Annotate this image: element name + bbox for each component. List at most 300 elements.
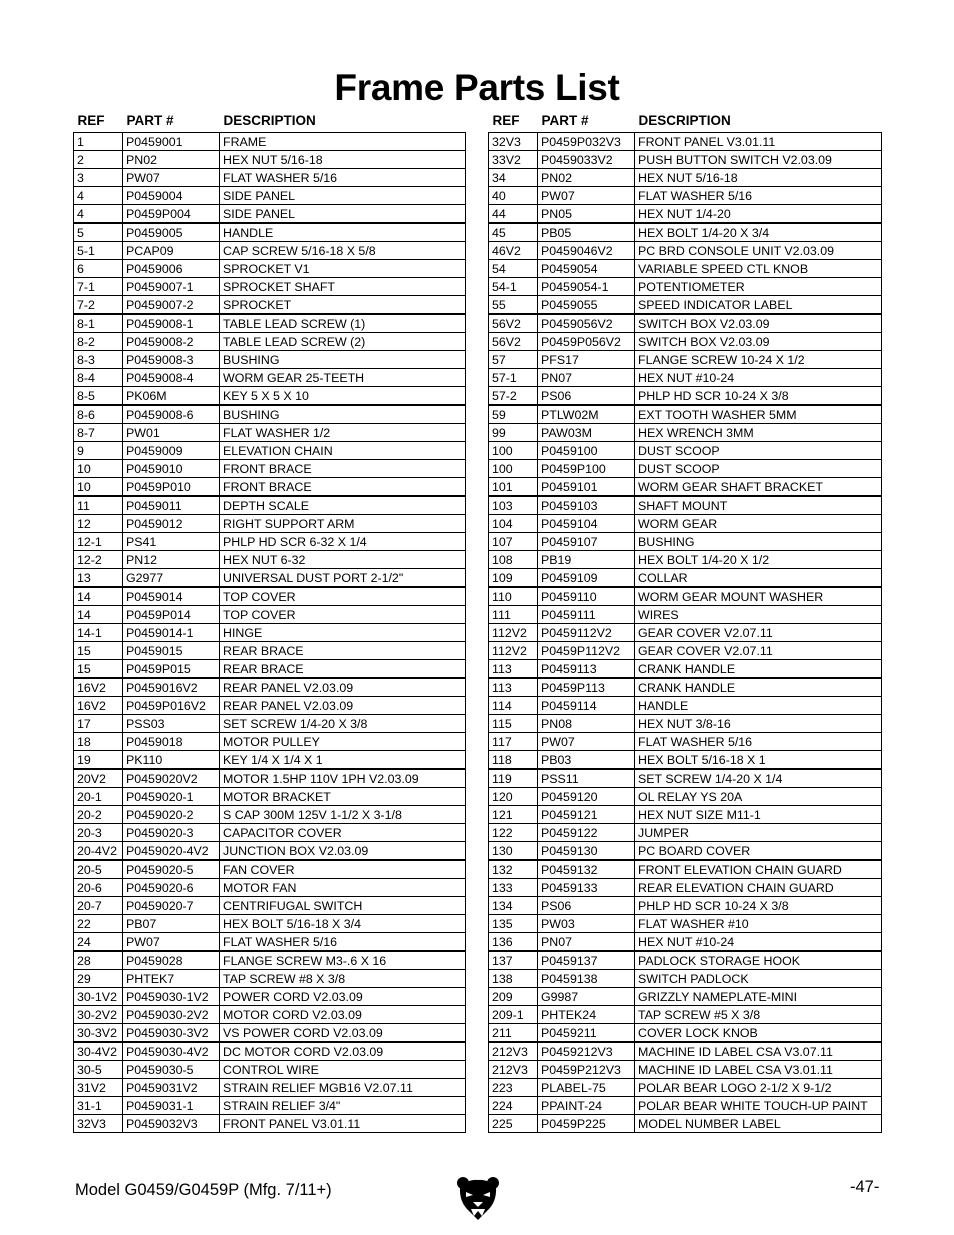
ref-cell: 44: [489, 205, 538, 224]
ref-cell: 212V3: [489, 1042, 538, 1061]
ref-cell: 31V2: [74, 1079, 123, 1097]
description-cell: POWER CORD V2.03.09: [220, 988, 466, 1006]
description-cell: UNIVERSAL DUST PORT 2-1/2": [220, 569, 466, 588]
description-cell: REAR ELEVATION CHAIN GUARD: [635, 879, 882, 897]
part-number-cell: PW03: [538, 915, 635, 933]
ref-cell: 132: [489, 860, 538, 879]
table-row: [489, 1097, 882, 1115]
table-row: [74, 606, 466, 624]
footer-model-text: Model G0459/G0459P (Mfg. 7/11+): [75, 1181, 332, 1199]
part-number-cell: P0459P014: [123, 606, 220, 624]
ref-cell: 14-1: [74, 624, 123, 642]
ref-cell: 117: [489, 733, 538, 751]
table-row: [489, 642, 882, 660]
description-cell: SPEED INDICATOR LABEL: [635, 296, 882, 315]
description-cell: CONTROL WIRE: [220, 1061, 466, 1079]
table-row: [489, 442, 882, 460]
part-number-cell: P0459122: [538, 824, 635, 842]
ref-cell: 32V3: [489, 133, 538, 151]
ref-cell: 224: [489, 1097, 538, 1115]
ref-cell: 56V2: [489, 333, 538, 351]
table-row: [74, 970, 466, 988]
table-row: [74, 151, 466, 169]
description-cell: FRONT ELEVATION CHAIN GUARD: [635, 860, 882, 879]
table-row: [74, 405, 466, 424]
part-number-cell: P0459007-2: [123, 296, 220, 315]
description-cell: PC BOARD COVER: [635, 842, 882, 861]
table-row: [489, 860, 882, 879]
ref-cell: 120: [489, 788, 538, 806]
table-row: [74, 733, 466, 751]
table-row: [74, 223, 466, 242]
description-cell: FAN COVER: [220, 860, 466, 879]
table-row: [74, 260, 466, 278]
description-cell: GEAR COVER V2.07.11: [635, 624, 882, 642]
part-number-cell: P0459P015: [123, 660, 220, 679]
part-number-cell: P0459020V2: [123, 769, 220, 788]
part-number-cell: P0459001: [123, 133, 220, 151]
description-cell: FLANGE SCREW 10-24 X 1/2: [635, 351, 882, 369]
ref-cell: 55: [489, 296, 538, 315]
ref-cell: 15: [74, 660, 123, 679]
description-cell: BUSHING: [635, 533, 882, 551]
table-row: [489, 1024, 882, 1043]
ref-cell: 45: [489, 223, 538, 242]
table-row: [74, 205, 466, 224]
description-cell: MOTOR 1.5HP 110V 1PH V2.03.09: [220, 769, 466, 788]
description-cell: MOTOR CORD V2.03.09: [220, 1006, 466, 1024]
ref-cell: 11: [74, 496, 123, 515]
part-number-cell: PN12: [123, 551, 220, 569]
page-number: -47-: [850, 1178, 880, 1196]
part-number-cell: P0459020-7: [123, 897, 220, 915]
ref-cell: 40: [489, 187, 538, 205]
part-number-cell: PFS17: [538, 351, 635, 369]
part-number-cell: P0459114: [538, 697, 635, 715]
description-cell: HEX NUT 5/16-18: [635, 169, 882, 187]
description-cell: HEX NUT 3/8-16: [635, 715, 882, 733]
ref-cell: 114: [489, 697, 538, 715]
table-row: [74, 624, 466, 642]
ref-cell: 8-4: [74, 369, 123, 387]
table-row: [489, 424, 882, 442]
table-row: [489, 733, 882, 751]
ref-cell: 136: [489, 933, 538, 952]
part-number-cell: P0459212V3: [538, 1042, 635, 1061]
ref-cell: 223: [489, 1079, 538, 1097]
part-number-cell: P0459009: [123, 442, 220, 460]
ref-cell: 101: [489, 478, 538, 497]
table-row: [74, 387, 466, 406]
part-number-cell: P0459P112V2: [538, 642, 635, 660]
description-cell: HEX NUT 5/16-18: [220, 151, 466, 169]
description-cell: TAP SCREW #5 X 3/8: [635, 1006, 882, 1024]
table-row: [489, 151, 882, 169]
table-row: [489, 515, 882, 533]
description-cell: CENTRIFUGAL SWITCH: [220, 897, 466, 915]
part-number-cell: P0459030-5: [123, 1061, 220, 1079]
ref-cell: 34: [489, 169, 538, 187]
table-row: [74, 169, 466, 187]
table-row: [489, 606, 882, 624]
ref-cell: 28: [74, 951, 123, 970]
table-row: [74, 897, 466, 915]
part-number-cell: P0459014: [123, 587, 220, 606]
part-number-cell: P0459211: [538, 1024, 635, 1043]
ref-cell: 113: [489, 660, 538, 679]
ref-cell: 8-2: [74, 333, 123, 351]
part-number-cell: PW07: [538, 733, 635, 751]
part-number-cell: P0459P113: [538, 678, 635, 697]
description-cell: SPROCKET SHAFT: [220, 278, 466, 296]
part-number-cell: P0459008-1: [123, 314, 220, 333]
ref-cell: 107: [489, 533, 538, 551]
description-cell: WORM GEAR 25-TEETH: [220, 369, 466, 387]
description-cell: JUNCTION BOX V2.03.09: [220, 842, 466, 861]
table-header-row: [74, 110, 466, 133]
part-number-cell: PS41: [123, 533, 220, 551]
ref-cell: 13: [74, 569, 123, 588]
ref-cell: 212V3: [489, 1061, 538, 1079]
description-cell: MACHINE ID LABEL CSA V3.01.11: [635, 1061, 882, 1079]
table-row: [489, 678, 882, 697]
description-cell: MACHINE ID LABEL CSA V3.07.11: [635, 1042, 882, 1061]
part-number-cell: P0459P056V2: [538, 333, 635, 351]
ref-cell: 110: [489, 587, 538, 606]
description-cell: DC MOTOR CORD V2.03.09: [220, 1042, 466, 1061]
part-number-cell: PSS03: [123, 715, 220, 733]
part-number-cell: P0459103: [538, 496, 635, 515]
table-row: [74, 460, 466, 478]
description-cell: DUST SCOOP: [635, 460, 882, 478]
table-row: [74, 769, 466, 788]
ref-cell: 30-3V2: [74, 1024, 123, 1043]
part-number-cell: PB03: [538, 751, 635, 770]
ref-cell: 113: [489, 678, 538, 697]
part-number-cell: PW07: [123, 933, 220, 952]
description-cell: BUSHING: [220, 351, 466, 369]
table-row: [489, 624, 882, 642]
description-cell: PHLP HD SCR 10-24 X 3/8: [635, 897, 882, 915]
description-cell: FLAT WASHER 1/2: [220, 424, 466, 442]
table-row: [489, 1061, 882, 1079]
description-cell: HEX NUT 6-32: [220, 551, 466, 569]
part-number-cell: P0459033V2: [538, 151, 635, 169]
table-row: [74, 133, 466, 151]
part-number-cell: P0459008-6: [123, 405, 220, 424]
ref-cell: 30-5: [74, 1061, 123, 1079]
table-row: [489, 751, 882, 770]
ref-cell: 18: [74, 733, 123, 751]
part-number-cell: P0459054: [538, 260, 635, 278]
part-number-cell: P0459110: [538, 587, 635, 606]
part-number-cell: P0459008-2: [123, 333, 220, 351]
table-row: [489, 769, 882, 788]
part-number-cell: PAW03M: [538, 424, 635, 442]
table-row: [74, 933, 466, 952]
table-row: [489, 187, 882, 205]
part-number-cell: P0459120: [538, 788, 635, 806]
part-number-cell: P0459020-1: [123, 788, 220, 806]
table-row: [489, 897, 882, 915]
ref-cell: 57-2: [489, 387, 538, 406]
ref-cell: 54-1: [489, 278, 538, 296]
table-row: [489, 988, 882, 1006]
ref-cell: 138: [489, 970, 538, 988]
table-row: [489, 697, 882, 715]
ref-cell: 115: [489, 715, 538, 733]
part-number-cell: P0459031-1: [123, 1097, 220, 1115]
table-row: [74, 551, 466, 569]
ref-cell: 31-1: [74, 1097, 123, 1115]
part-number-cell: P0459008-3: [123, 351, 220, 369]
description-cell: GEAR COVER V2.07.11: [635, 642, 882, 660]
description-cell: WIRES: [635, 606, 882, 624]
part-number-cell: P0459010: [123, 460, 220, 478]
part-number-cell: P0459137: [538, 951, 635, 970]
description-cell: SWITCH BOX V2.03.09: [635, 333, 882, 351]
table-row: [489, 951, 882, 970]
part-number-cell: PK110: [123, 751, 220, 770]
description-cell: SPROCKET V1: [220, 260, 466, 278]
description-cell: SET SCREW 1/4-20 X 1/4: [635, 769, 882, 788]
part-number-column-header: PART #: [541, 113, 589, 128]
part-number-cell: P0459P016V2: [123, 697, 220, 715]
part-number-cell: P0459030-2V2: [123, 1006, 220, 1024]
ref-cell: 30-4V2: [74, 1042, 123, 1061]
description-cell: HEX NUT #10-24: [635, 369, 882, 387]
description-cell: REAR PANEL V2.03.09: [220, 697, 466, 715]
table-row: [74, 1024, 466, 1043]
description-cell: SIDE PANEL: [220, 205, 466, 224]
part-number-cell: P0459113: [538, 660, 635, 679]
ref-cell: 19: [74, 751, 123, 770]
table-row: [489, 223, 882, 242]
part-number-cell: P0459130: [538, 842, 635, 861]
part-number-cell: P0459P212V3: [538, 1061, 635, 1079]
table-row: [489, 587, 882, 606]
description-cell: VS POWER CORD V2.03.09: [220, 1024, 466, 1043]
description-cell: MODEL NUMBER LABEL: [635, 1115, 882, 1133]
table-row: [74, 642, 466, 660]
ref-cell: 103: [489, 496, 538, 515]
table-row: [489, 824, 882, 842]
ref-cell: 12: [74, 515, 123, 533]
description-cell: DEPTH SCALE: [220, 496, 466, 515]
part-number-cell: P0459109: [538, 569, 635, 588]
part-number-cell: PN05: [538, 205, 635, 224]
table-row: [489, 1115, 882, 1133]
part-number-cell: P0459020-4V2: [123, 842, 220, 861]
ref-cell: 111: [489, 606, 538, 624]
ref-cell: 108: [489, 551, 538, 569]
part-number-cell: P0459054-1: [538, 278, 635, 296]
description-cell: SWITCH PADLOCK: [635, 970, 882, 988]
description-cell: MOTOR PULLEY: [220, 733, 466, 751]
ref-cell: 8-5: [74, 387, 123, 406]
description-cell: TOP COVER: [220, 587, 466, 606]
part-number-cell: PW07: [538, 187, 635, 205]
part-number-cell: P0459056V2: [538, 314, 635, 333]
description-cell: FLANGE SCREW M3-.6 X 16: [220, 951, 466, 970]
ref-cell: 16V2: [74, 678, 123, 697]
description-cell: FLAT WASHER 5/16: [635, 733, 882, 751]
description-cell: JUMPER: [635, 824, 882, 842]
part-number-cell: P0459P004: [123, 205, 220, 224]
description-cell: HEX BOLT 5/16-18 X 3/4: [220, 915, 466, 933]
description-cell: STRAIN RELIEF MGB16 V2.07.11: [220, 1079, 466, 1097]
part-number-cell: P0459020-2: [123, 806, 220, 824]
ref-cell: 211: [489, 1024, 538, 1043]
ref-cell: 12-2: [74, 551, 123, 569]
ref-cell: 133: [489, 879, 538, 897]
part-number-cell: P0459018: [123, 733, 220, 751]
table-row: [74, 697, 466, 715]
table-row: [74, 333, 466, 351]
description-cell: SET SCREW 1/4-20 X 3/8: [220, 715, 466, 733]
ref-cell: 109: [489, 569, 538, 588]
part-number-cell: P0459020-3: [123, 824, 220, 842]
part-number-cell: P0459112V2: [538, 624, 635, 642]
description-cell: COVER LOCK KNOB: [635, 1024, 882, 1043]
table-row: [489, 169, 882, 187]
table-row: [489, 278, 882, 296]
table-row: [489, 405, 882, 424]
description-cell: HEX NUT SIZE M11-1: [635, 806, 882, 824]
ref-cell: 12-1: [74, 533, 123, 551]
table-row: [74, 278, 466, 296]
description-cell: DUST SCOOP: [635, 442, 882, 460]
description-cell: HINGE: [220, 624, 466, 642]
ref-cell: 130: [489, 842, 538, 861]
table-row: [489, 205, 882, 224]
part-number-cell: P0459132: [538, 860, 635, 879]
ref-cell: 100: [489, 442, 538, 460]
table-row: [74, 1042, 466, 1061]
ref-cell: 56V2: [489, 314, 538, 333]
description-cell: RIGHT SUPPORT ARM: [220, 515, 466, 533]
description-cell: S CAP 300M 125V 1-1/2 X 3-1/8: [220, 806, 466, 824]
table-row: [489, 1079, 882, 1097]
part-number-cell: PPAINT-24: [538, 1097, 635, 1115]
table-row: [74, 424, 466, 442]
description-cell: FRONT BRACE: [220, 460, 466, 478]
description-cell: WORM GEAR: [635, 515, 882, 533]
description-cell: PHLP HD SCR 6-32 X 1/4: [220, 533, 466, 551]
table-row: [74, 678, 466, 697]
description-cell: FRONT BRACE: [220, 478, 466, 497]
ref-cell: 6: [74, 260, 123, 278]
ref-cell: 118: [489, 751, 538, 770]
description-cell: CRANK HANDLE: [635, 660, 882, 679]
ref-cell: 137: [489, 951, 538, 970]
ref-cell: 30-1V2: [74, 988, 123, 1006]
part-number-cell: P0459028: [123, 951, 220, 970]
description-cell: TOP COVER: [220, 606, 466, 624]
table-row: [74, 442, 466, 460]
ref-cell: 7-2: [74, 296, 123, 315]
part-number-column-header: PART #: [126, 113, 174, 128]
description-cell: BUSHING: [220, 405, 466, 424]
ref-cell: 1: [74, 133, 123, 151]
description-cell: KEY 1/4 X 1/4 X 1: [220, 751, 466, 770]
ref-cell: 14: [74, 606, 123, 624]
table-row: [489, 551, 882, 569]
table-row: [489, 496, 882, 515]
page-title: Frame Parts List: [334, 67, 620, 108]
table-row: [74, 1006, 466, 1024]
description-cell: WORM GEAR SHAFT BRACKET: [635, 478, 882, 497]
description-cell: CAP SCREW 5/16-18 X 5/8: [220, 242, 466, 260]
table-row: [74, 1079, 466, 1097]
ref-cell: 134: [489, 897, 538, 915]
table-row: [489, 970, 882, 988]
description-cell: GRIZZLY NAMEPLATE-MINI: [635, 988, 882, 1006]
ref-cell: 4: [74, 205, 123, 224]
part-number-cell: P0459111: [538, 606, 635, 624]
description-cell: HANDLE: [220, 223, 466, 242]
part-number-cell: P0459138: [538, 970, 635, 988]
ref-cell: 22: [74, 915, 123, 933]
description-cell: REAR BRACE: [220, 660, 466, 679]
ref-cell: 8-7: [74, 424, 123, 442]
table-row: [74, 296, 466, 315]
table-row: [74, 824, 466, 842]
part-number-cell: P0459015: [123, 642, 220, 660]
description-cell: SWITCH BOX V2.03.09: [635, 314, 882, 333]
description-cell: FRONT PANEL V3.01.11: [635, 133, 882, 151]
table-row: [74, 951, 466, 970]
part-number-cell: PB19: [538, 551, 635, 569]
ref-cell: 104: [489, 515, 538, 533]
table-row: [74, 351, 466, 369]
ref-cell: 29: [74, 970, 123, 988]
table-row: [74, 569, 466, 588]
table-row: [489, 715, 882, 733]
table-row: [489, 296, 882, 315]
ref-cell: 5-1: [74, 242, 123, 260]
part-number-cell: PW01: [123, 424, 220, 442]
table-row: [489, 933, 882, 952]
table-row: [74, 587, 466, 606]
ref-cell: 16V2: [74, 697, 123, 715]
ref-cell: 54: [489, 260, 538, 278]
ref-cell: 8-6: [74, 405, 123, 424]
ref-cell: 135: [489, 915, 538, 933]
ref-column-header: REF: [492, 113, 520, 128]
table-row: [74, 715, 466, 733]
part-number-cell: P0459031V2: [123, 1079, 220, 1097]
ref-cell: 57-1: [489, 369, 538, 387]
table-row: [74, 860, 466, 879]
table-row: [489, 333, 882, 351]
part-number-cell: PB05: [538, 223, 635, 242]
description-cell: WORM GEAR MOUNT WASHER: [635, 587, 882, 606]
part-number-cell: PS06: [538, 897, 635, 915]
ref-cell: 15: [74, 642, 123, 660]
description-cell: HEX NUT #10-24: [635, 933, 882, 952]
ref-cell: 20-4V2: [74, 842, 123, 861]
description-cell: FLAT WASHER #10: [635, 915, 882, 933]
table-row: [74, 533, 466, 551]
ref-cell: 57: [489, 351, 538, 369]
ref-cell: 9: [74, 442, 123, 460]
part-number-cell: P0459055: [538, 296, 635, 315]
description-cell: CRANK HANDLE: [635, 678, 882, 697]
description-cell: SHAFT MOUNT: [635, 496, 882, 515]
ref-cell: 14: [74, 587, 123, 606]
table-row: [489, 351, 882, 369]
